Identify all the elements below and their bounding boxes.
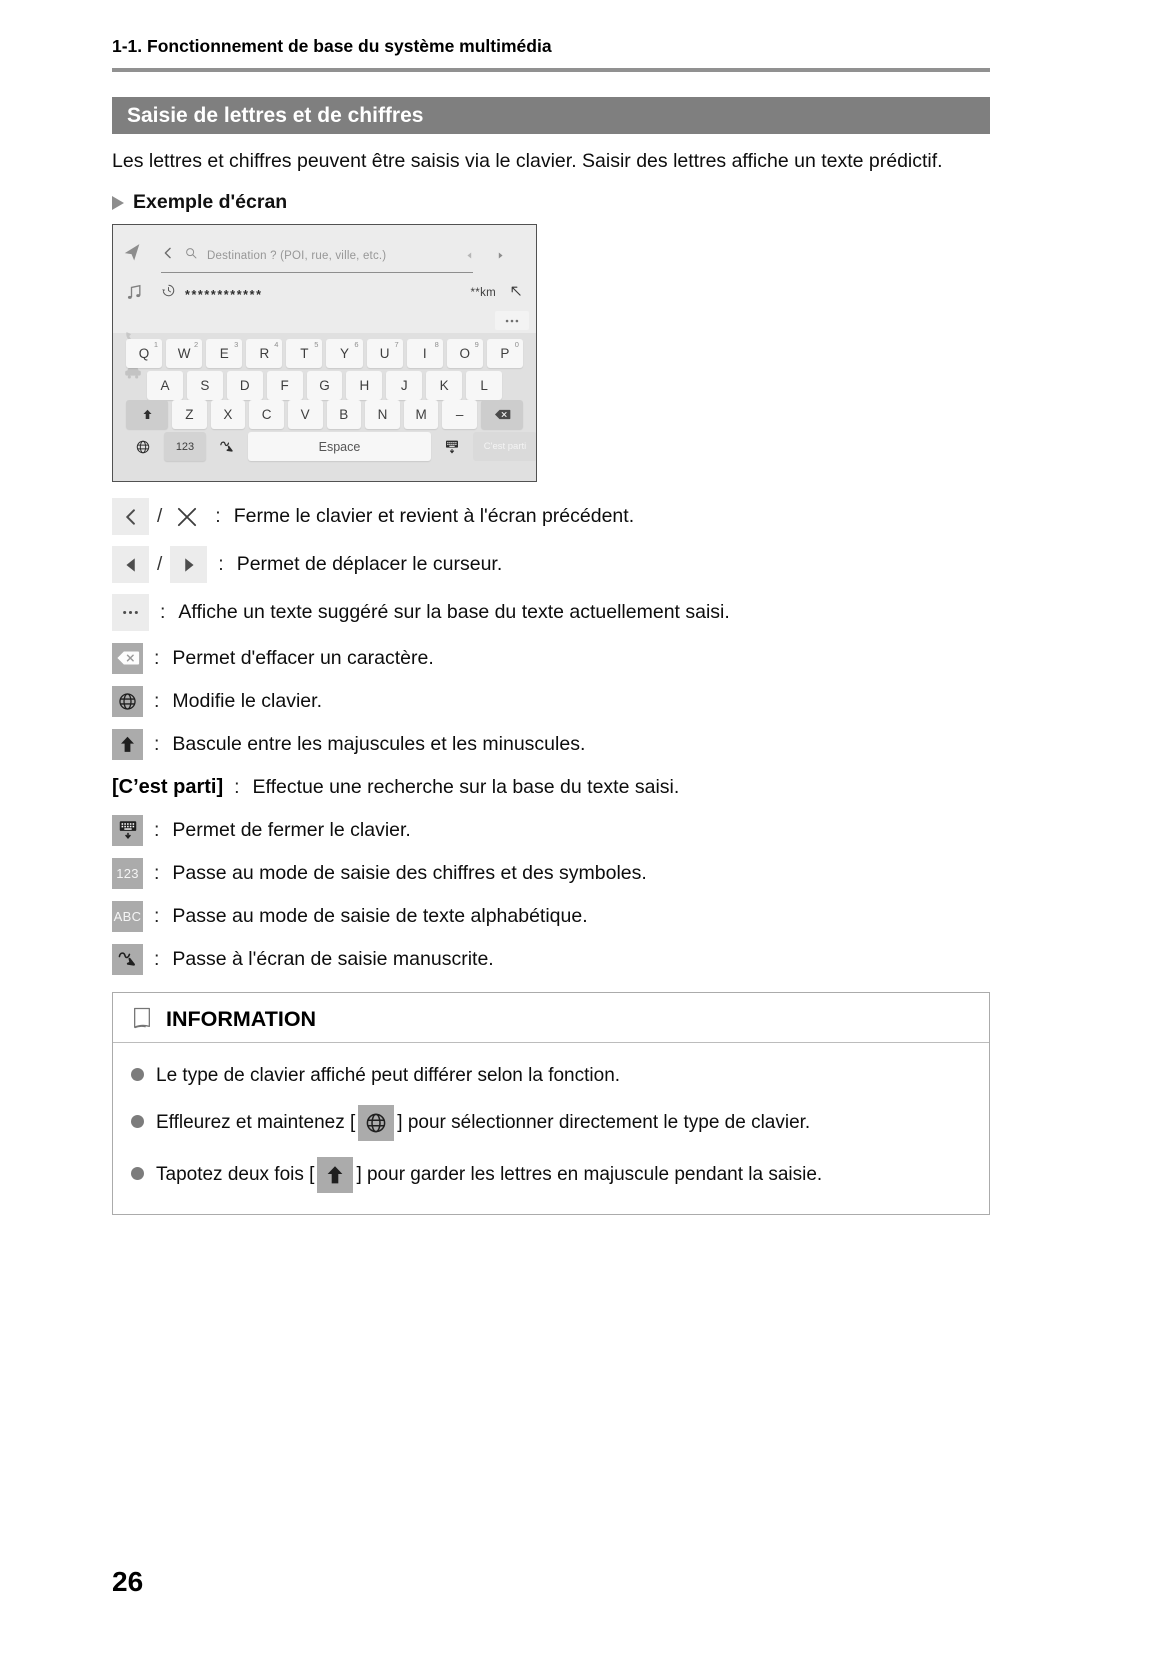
legend-colon: : [154, 646, 160, 669]
key-superscript: 1 [153, 340, 159, 349]
legend-item [112, 857, 990, 889]
information-title: INFORMATION [166, 1006, 317, 1031]
backspace-icon [494, 408, 511, 421]
history-masked-text: ************ [185, 288, 263, 302]
information-bullet [131, 1157, 971, 1193]
close-keyboard-key [435, 432, 469, 461]
keyboard-row-1 [126, 339, 523, 368]
key-K: K [426, 371, 462, 400]
key-J: J [386, 371, 422, 400]
legend-description: Bascule entre les majuscules et les minuscules. [172, 732, 586, 755]
key-letter: W [177, 346, 191, 361]
bullet-dot-icon [131, 1115, 144, 1128]
key-letter: U [379, 346, 390, 361]
history-clock-icon [161, 283, 176, 298]
information-bullet [131, 1062, 971, 1089]
search-leading-icons [161, 246, 207, 265]
legend-item [112, 594, 990, 631]
multimedia-screenshot [112, 224, 537, 482]
key-superscript: 0 [514, 340, 519, 349]
legend-item [112, 771, 990, 803]
suggest-dots-icon [504, 318, 520, 324]
key-U [367, 339, 403, 368]
key-letter: Y [340, 346, 350, 361]
distance-text: **km [470, 287, 496, 299]
handwriting-icon [219, 439, 235, 455]
nav-arrow-icon [123, 240, 145, 262]
legend-colon: : [160, 601, 166, 623]
key-letter: I [422, 346, 427, 361]
arrow-up-left-icon [509, 284, 523, 298]
key-Z: Z [172, 400, 207, 429]
keyboard-row-2 [147, 371, 502, 400]
numbers-key: 123 [164, 432, 206, 461]
key-F: F [267, 371, 303, 400]
cursor-right-icon [170, 546, 207, 583]
key-T [286, 339, 322, 368]
page-content [112, 36, 990, 1215]
keyboard-row-3 [126, 400, 523, 429]
back-chevron-icon [161, 246, 175, 260]
close-x-icon [170, 500, 204, 534]
triangle-bullet-icon [112, 196, 124, 210]
music-note-icon [124, 282, 144, 302]
legend-item [112, 900, 990, 932]
key-M: M [404, 400, 439, 429]
key-superscript: 7 [394, 340, 399, 349]
handwriting-icon [112, 944, 143, 975]
legend-separator: / [157, 505, 163, 527]
intro-paragraph: Les lettres et chiffres peuvent être saisis via le clavier. Saisir des lettres affiche un texte prédictif. [112, 150, 943, 172]
legend-colon: : [154, 904, 160, 927]
key-N: N [365, 400, 400, 429]
search-placeholder: Destination ? (POI, rue, ville, etc.) [207, 249, 387, 262]
legend-description: Effectue une recherche sur la base du texte saisi. [252, 775, 680, 798]
bullet-text: Le type de clavier affiché peut différer selon la fonction. [156, 1065, 621, 1086]
backspace-key [481, 400, 523, 429]
legend-description: Passe au mode de saisie des chiffres et des symboles. [172, 861, 647, 884]
key-D: D [227, 371, 263, 400]
legend-colon: : [234, 775, 240, 798]
key-L: L [466, 371, 502, 400]
backspace-icon [112, 643, 143, 674]
keyboard-down-icon [444, 439, 460, 455]
legend-description: Passe au mode de saisie de texte alphabétique. [172, 904, 588, 927]
bullet-text: ] pour garder les lettres en majuscule pendant la saisie. [356, 1164, 823, 1186]
shift-icon [317, 1157, 353, 1193]
key-W [166, 339, 202, 368]
legend-colon: : [154, 732, 160, 755]
legend-description: Permet de déplacer le curseur. [236, 553, 503, 575]
keyboard-down-icon [112, 815, 143, 846]
key-A: A [147, 371, 183, 400]
cursor-left-icon [465, 247, 474, 256]
bullet-text: Tapotez deux fois [ [156, 1164, 315, 1186]
key-superscript: 9 [474, 340, 479, 349]
key-superscript: 5 [314, 340, 319, 349]
globe-icon [358, 1105, 394, 1141]
bullet-dot-icon [131, 1068, 144, 1081]
section-title-banner: Saisie de lettres et de chiffres [112, 97, 990, 134]
key-letter: Q [138, 346, 150, 361]
running-header: 1-1. Fonctionnement de base du système multimédia [112, 36, 552, 56]
legend-description: Permet d'effacer un caractère. [172, 646, 434, 669]
suggestion-button [495, 311, 529, 330]
header-rule [112, 68, 990, 72]
key-letter: T [300, 346, 309, 361]
key-E [206, 339, 242, 368]
legend-item [112, 498, 990, 535]
key-X: X [211, 400, 246, 429]
page-number: 26 [112, 1566, 144, 1597]
legend-description: Affiche un texte suggéré sur la base du texte actuellement saisi. [178, 601, 730, 623]
example-heading [112, 191, 990, 214]
bullet-text: ] pour sélectionner directement le type de clavier. [397, 1112, 811, 1134]
key-Y [326, 339, 362, 368]
globe-icon [112, 686, 143, 717]
information-body [113, 1043, 989, 1214]
distance-arrow-slot [496, 284, 523, 303]
legend-description: Modifie le clavier. [172, 689, 322, 712]
cursor-left-icon [112, 546, 149, 583]
go-key: C'est parti [473, 432, 537, 461]
keyboard-row-4 [126, 432, 527, 461]
key-P [487, 339, 523, 368]
key-O [447, 339, 483, 368]
key-B: B [327, 400, 362, 429]
legend-colon: : [154, 861, 160, 884]
legend-item [112, 814, 990, 846]
key-superscript: 3 [234, 340, 239, 349]
legend-item [112, 642, 990, 674]
key-V: V [288, 400, 323, 429]
legend-separator: / [157, 553, 163, 575]
back-chevron-icon [112, 498, 149, 535]
key-C: C [249, 400, 284, 429]
information-header [113, 993, 989, 1043]
history-icon-slot [161, 283, 176, 303]
key-letter: O [459, 346, 471, 361]
history-row [161, 283, 523, 303]
key-G: G [307, 371, 343, 400]
key-letter: P [500, 346, 510, 361]
information-box [112, 992, 990, 1215]
numbers-123-icon [112, 858, 143, 889]
legend-description: Passe à l'écran de saisie manuscrite. [172, 947, 494, 970]
abc-label: ABC [113, 908, 142, 924]
legend-item [112, 728, 990, 760]
legend-item [112, 685, 990, 717]
legend-colon: : [218, 553, 224, 575]
key-–: – [442, 400, 477, 429]
book-icon [131, 1006, 153, 1032]
key-Q [126, 339, 162, 368]
shift-icon [139, 408, 156, 421]
legend-key-label: [C’est parti] [112, 775, 224, 798]
globe-key [126, 432, 160, 461]
legend-description: Ferme le clavier et revient à l'écran précédent. [233, 505, 635, 527]
suggest-dots-icon [112, 594, 149, 631]
key-letter: E [219, 346, 229, 361]
legend-colon: : [154, 818, 160, 841]
legend-item [112, 943, 990, 975]
information-bullet [131, 1105, 971, 1141]
key-R [246, 339, 282, 368]
legend-item [112, 546, 990, 583]
shift-icon [112, 729, 143, 760]
cursor-right-icon [496, 247, 505, 256]
icon-legend [112, 498, 990, 975]
example-heading-label: Exemple d'écran [133, 191, 288, 213]
legend-colon: : [154, 689, 160, 712]
globe-icon [135, 439, 151, 455]
numbers-123-label: 123 [116, 865, 139, 881]
key-I [407, 339, 443, 368]
key-superscript: 2 [194, 340, 199, 349]
space-key: Espace [248, 432, 431, 461]
cursor-arrow-buttons [465, 247, 525, 256]
handwriting-key [210, 432, 244, 461]
onscreen-keyboard [126, 339, 527, 464]
bullet-text: Effleurez et maintenez [ [156, 1112, 356, 1134]
key-superscript: 4 [274, 340, 279, 349]
abc-icon [112, 901, 143, 932]
key-S: S [187, 371, 223, 400]
key-superscript: 8 [434, 340, 439, 349]
legend-colon: : [215, 505, 221, 527]
legend-description: Permet de fermer le clavier. [172, 818, 411, 841]
search-bar [161, 239, 473, 273]
key-letter: R [259, 346, 270, 361]
key-superscript: 6 [354, 340, 359, 349]
bullet-dot-icon [131, 1167, 144, 1180]
search-icon [184, 246, 198, 260]
key-H: H [346, 371, 382, 400]
shift-key [126, 400, 168, 429]
legend-colon: : [154, 947, 160, 970]
